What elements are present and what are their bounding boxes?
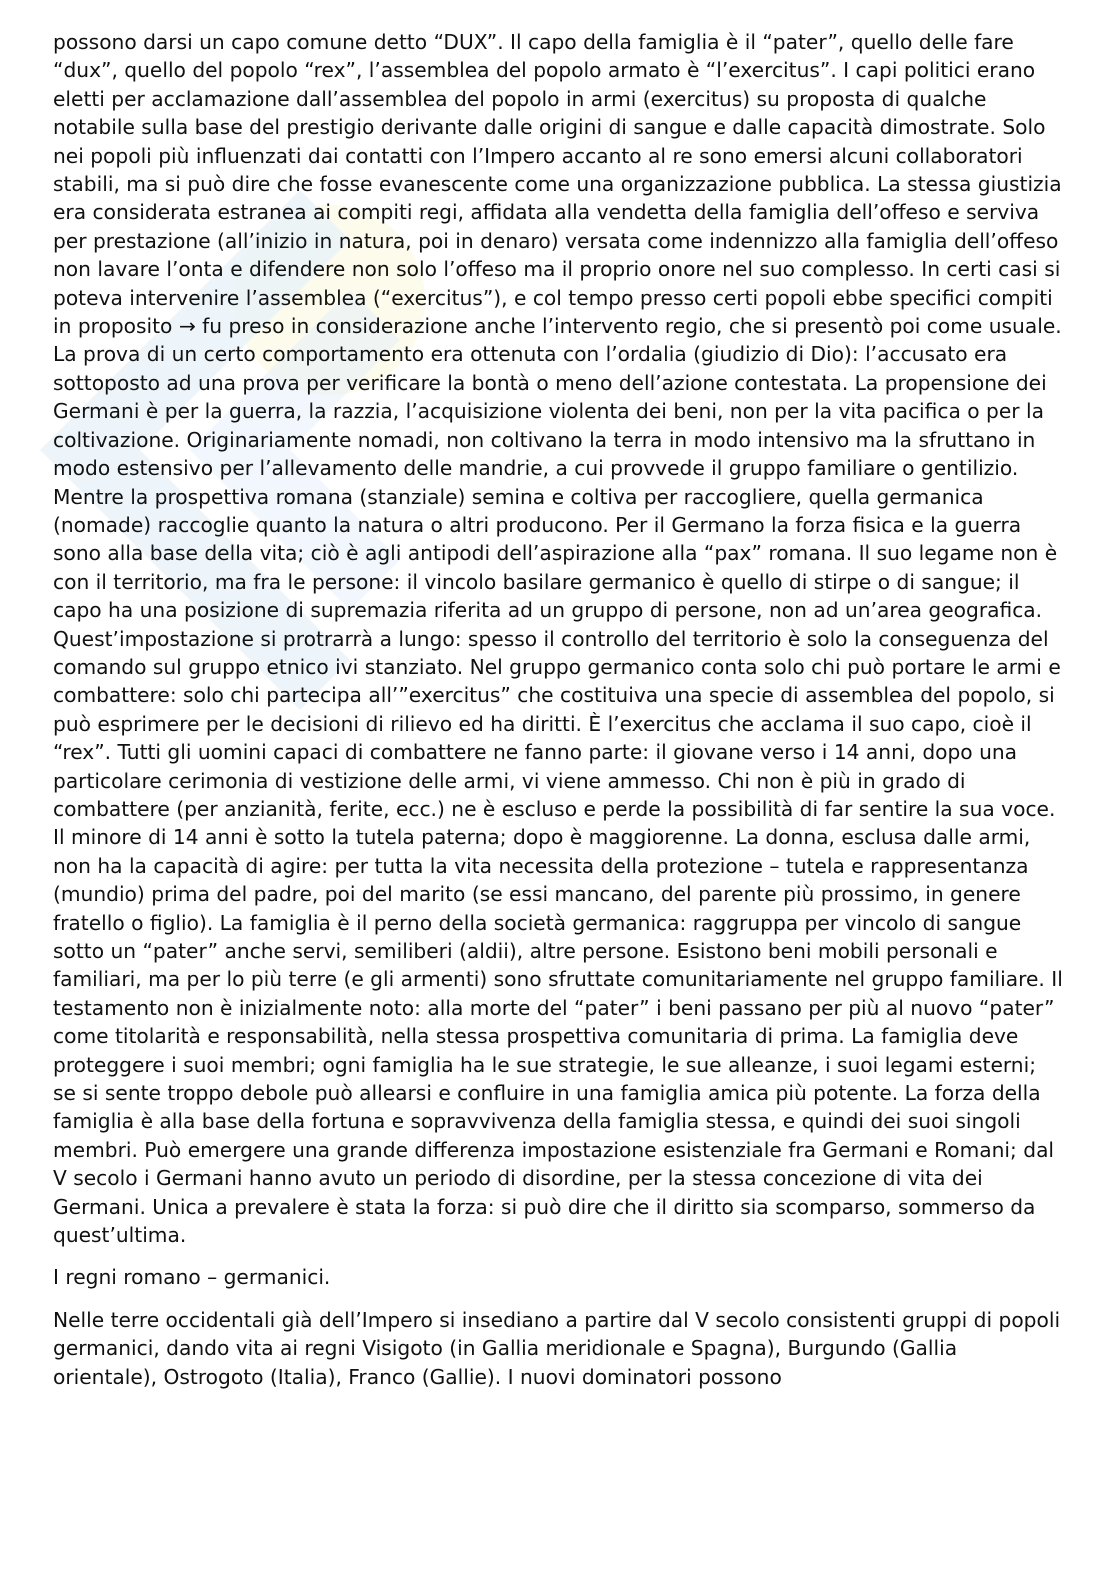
- body-paragraph: possono darsi un capo comune detto “DUX”. Il capo della famiglia è il “pater”, quello delle fare “dux”, quello del popolo “rex”, l’assemblea del popolo armato è “l’exercitus”. I capi politici erano eletti per acclamazione dall’assemblea del popolo in armi (exercitus) su proposta di qualche notabile sulla base del prestigio derivante dalle origini di sangue e dalle capacità dimostrate. Solo nei popoli più influenzati dai contatti con l’Impero accanto al re sono emersi alcuni collaboratori stabili, ma si può dire che fosse evanescente come una organizzazione pubblica. La stessa giustizia era considerata estranea ai compiti regi, affidata alla vendetta della famiglia dell’offeso e serviva per prestazione (all’inizio in natura, poi in denaro) versata come indennizzo alla famiglia dell’offeso non lavare l’onta e difendere non solo l’offeso ma il proprio onore nel suo complesso. In certi casi si poteva intervenire l’assemblea (“exercitus”), e col tempo presso certi popoli ebbe specifici compiti in proposito → fu preso in considerazione anche l’intervento regio, che si presentò poi come usuale. La prova di un certo comportamento era ottenuta con l’ordalia (giudizio di Dio): l’accusato era sottoposto ad una prova per verificare la bontà o meno dell’azione contestata. La propensione dei Germani è per la guerra, la razzia, l’acquisizione violenta dei beni, non per la vita pacifica o per la coltivazione. Originariamente nomadi, non coltivano la terra in modo intensivo ma la sfruttano in modo estensivo per l’allevamento delle mandrie, a cui provvede il gruppo familiare o gentilizio. Mentre la prospettiva romana (stanziale) semina e coltiva per raccogliere, quella germanica (nomade) raccoglie quanto la natura o altri producono. Per il Germano la forza fisica e la guerra sono alla base della vita; ciò è agli antipodi dell’aspirazione alla “pax” romana. Il suo legame non è con il territorio, ma fra le persone: il vincolo basilare germanico è quello di stirpe o di sangue; il capo ha una posizione di supremazia riferita ad un gruppo di persone, non ad un’area geografica. Quest’impostazione si protrarrà a lungo: spesso il controllo del territorio è solo la conseguenza del comando sul gruppo etnico ivi stanziato. Nel gruppo germanico conta solo chi può portare le armi e combattere: solo chi partecipa all’”exercitus” che costituiva una specie di assemblea del popolo, si può esprimere per le decisioni di rilievo ed ha diritti. È l’exercitus che acclama il suo capo, cioè il “rex”. Tutti gli uomini capaci di combattere ne fanno parte: il giovane verso i 14 anni, dopo una particolare cerimonia di vestizione delle armi, vi viene ammesso. Chi non è più in grado di combattere (per anzianità, ferite, ecc.) ne è escluso e perde la possibilità di far sentire la sua voce. Il minore di 14 anni è sotto la tutela paterna; dopo è maggiorenne. La donna, esclusa dalle armi, non ha la capacità di agire: per tutta la vita necessita della protezione – tutela e rappresentanza (mundio) prima del padre, poi del marito (se essi mancano, del parente più prossimo, in genere fratello o figlio). La famiglia è il perno della società germanica: raggruppa per vincolo di sangue sotto un “pater” anche servi, semiliberi (aldii), altre persone. Esistono beni mobili personali e familiari, ma per lo più terre (e gli armenti) sono sfruttate comunitariamente nel gruppo familiare. Il testamento non è inizialmente noto: alla morte del “pater” i beni passano per più al nuovo “pater” come titolarità e responsabilità, nella stessa prospettiva comunitaria di prima. La famiglia deve proteggere i suoi membri; ogni famiglia ha le sue strategie, le sue alleanze, i suoi legami esterni; se si sente troppo debole può allearsi e confluire in una famiglia amica più potente. La forza della famiglia è alla base della fortuna e sopravvivenza della famiglia stessa, e quindi dei suoi singoli membri. Può emergere una grande differenza impostazione esistenziale fra Germani e Romani; dal V secolo i Germani hanno avuto un periodo di disordine, per la stessa concezione di vita dei Germani. Unica a prevalere è stata la forza: si può dire che il diritto sia scomparso, sommerso da quest’ultima.: [53, 30, 1063, 1248]
- section-heading: I regni romano – germanici.: [53, 1265, 331, 1290]
- document-page: [53, 28, 1063, 1391]
- body-paragraph: Nelle terre occidentali già dell’Impero si insediano a partire dal V secolo consistenti gruppi di popoli germanici, dando vita ai regni Visigoto (in Gallia meridionale e Spagna), Burgundo (Gallia orientale), Ostrogoto (Italia), Franco (Gallie). I nuovi dominatori possono: [53, 1307, 1061, 1389]
